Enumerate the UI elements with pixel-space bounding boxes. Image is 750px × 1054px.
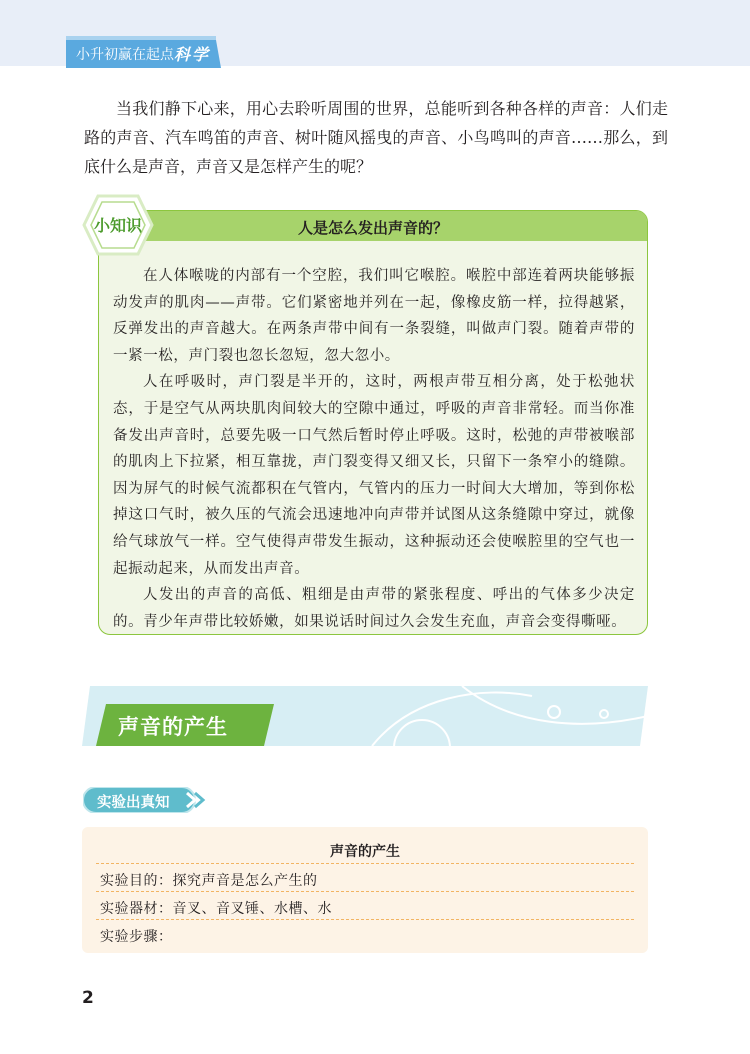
experiment-materials: 实验器材：音叉、音叉锤、水槽、水 xyxy=(100,901,332,917)
dashed-divider xyxy=(96,891,634,892)
experiment-label: 实验出真知 xyxy=(97,795,170,811)
experiment-purpose: 实验目的：探究声音是怎么产生的 xyxy=(100,873,318,889)
dashed-divider xyxy=(96,863,634,864)
knowledge-label: 小知识 xyxy=(93,216,142,235)
knowledge-paragraph: 在人体喉咙的内部有一个空腔，我们叫它喉腔。喉腔中部连着两块能够振动发声的肌肉——声带。它们紧密地并列在一起，像橡皮筋一样，拉得越紧，反弹发出的声音越大。在两条声带中间有一条裂缝，叫做声门裂。随着声带的一紧一松，声门裂也忽长忽短，忽大忽小。 xyxy=(113,268,635,364)
page-number: 2 xyxy=(82,988,94,1008)
knowledge-box xyxy=(98,210,648,635)
knowledge-titlebar xyxy=(99,211,647,241)
section-title: 声音的产生 xyxy=(118,715,228,739)
experiment-box xyxy=(82,827,648,953)
knowledge-title: 人是怎么发出声音的？ xyxy=(297,219,448,237)
knowledge-paragraph: 人发出的声音的高低、粗细是由声带的紧张程度、呼出的气体多少决定的。青少年声带比较娇嫩，如果说话时间过久会发生充血，声音会变得嘶哑。 xyxy=(113,587,635,630)
experiment-steps: 实验步骤： xyxy=(100,929,173,945)
knowledge-paragraph: 人在呼吸时，声门裂是半开的，这时，两根声带互相分离，处于松弛状态，于是空气从两块肌肉间较大的空隙中通过，呼吸的声音非常轻。而当你准备发出声音时，总要先吸一口气然后暂时停止呼吸。这时，松弛的声带被喉部的肌肉上下拉紧，相互靠拢，声门裂变得又细又长，只留下一条窄小的缝隙。因为屏气的时候气流都积在气管内，气管内的压力一时间大大增加，等到你松掉这口气时，被久压的气流会迅速地冲向声带并试图从这条缝隙中穿过，就像给气球放气一样。空气使得声带发生振动，这种振动还会使喉腔里的空气也一起振动起来，从而发出声音。 xyxy=(113,374,635,577)
intro-paragraph: 当我们静下心来，用心去聆听周围的世界，总能听到各种各样的声音：人们走路的声音、汽车鸣笛的声音、树叶随风摇曳的声音、小鸟鸣叫的声音……那么，到底什么是声音，声音又是怎样产生的呢？ xyxy=(84,99,668,176)
knowledge-body xyxy=(113,263,635,635)
header-series: 小升初赢在起点 xyxy=(76,47,174,63)
header-subject: 科学 xyxy=(174,45,211,64)
experiment-title: 声音的产生 xyxy=(330,844,400,860)
dashed-divider xyxy=(96,919,634,920)
